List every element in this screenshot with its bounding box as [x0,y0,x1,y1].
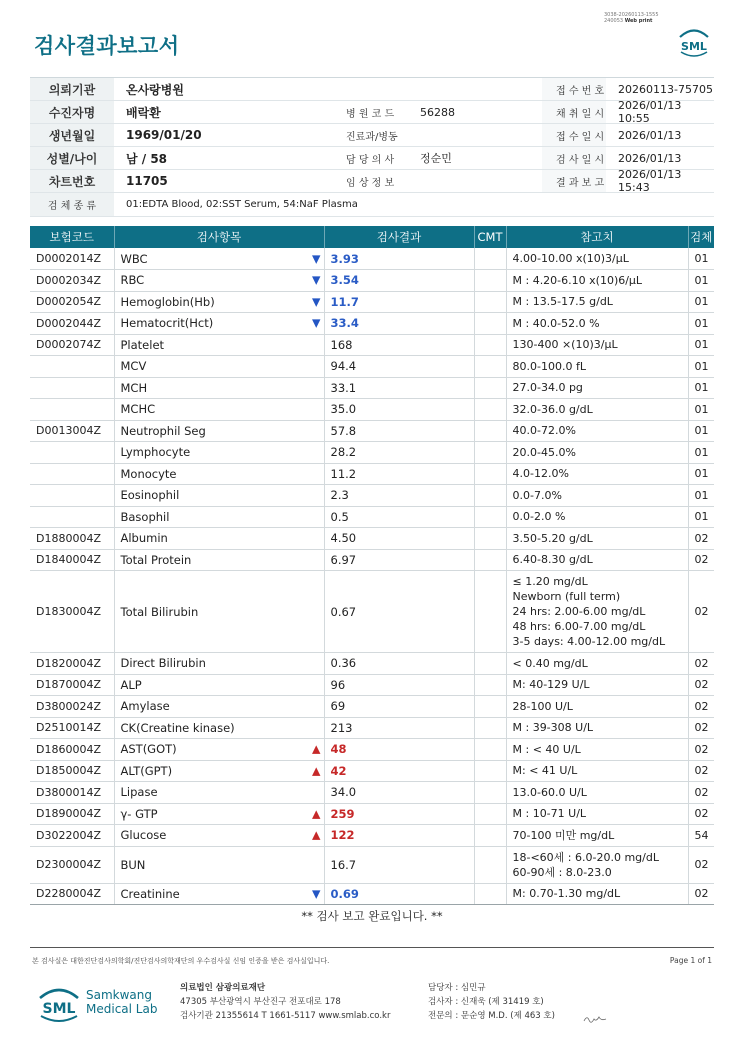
test-result: 94.4 [324,356,474,378]
test-result: 4.50 [324,528,474,550]
test-name: γ- GTP [120,806,158,821]
specimen-row [30,193,714,217]
test-result: 28.2 [324,442,474,464]
test-name: Neutrophil Seg [120,423,206,438]
specimen-code: 01 [688,420,714,442]
test-result: 3.93 [324,248,474,270]
info-value: 1969/01/20 [126,128,202,142]
reference-range: 80.0-100.0 fL [506,356,688,378]
completion-note: ** 검사 보고 완료입니다. ** [301,909,443,923]
certification-text: 본 검사실은 대한진단검사의학회/진단검사의학재단의 우수검사실 신임 인증을 받은 검사실입니다. [32,957,330,965]
comment-cell [474,463,506,485]
insurance-code: D1840004Z [30,549,114,571]
comment-cell [474,696,506,718]
test-name: Basophil [120,509,170,524]
reference-range: 13.0-60.0 U/L [506,782,688,804]
specimen-code: 02 [688,528,714,550]
result-row [30,653,714,675]
result-row [30,399,714,421]
reference-range: M : 13.5-17.5 g/dL [506,291,688,313]
comment-cell [474,803,506,825]
reference-range: 28-100 U/L [506,696,688,718]
insurance-code: D0002074Z [30,334,114,356]
info-row [30,147,714,170]
specimen-code: 02 [688,653,714,675]
reference-range: 40.0-72.0% [506,420,688,442]
test-result: 259 [324,803,474,825]
info-row [30,170,714,193]
info-label: 검 사 일 시 [542,147,606,169]
high-flag-icon: ▲ [312,764,321,778]
header-result: 검사결과 [324,226,474,248]
test-item [114,549,324,571]
insurance-code: D3800024Z [30,696,114,718]
test-result: 213 [324,717,474,739]
reference-range: 6.40-8.30 g/dL [506,549,688,571]
staff-tester: 검사자 : 신재욱 (제 31419 호) [428,997,544,1007]
test-result: 0.67 [324,571,474,653]
result-row [30,760,714,782]
specimen-code: 02 [688,883,714,905]
reference-range: M : 4.20-6.10 x(10)6/µL [506,270,688,292]
result-row [30,377,714,399]
insurance-code: D1860004Z [30,739,114,761]
result-row [30,782,714,804]
test-result: 0.36 [324,653,474,675]
test-item [114,674,324,696]
test-item [114,334,324,356]
insurance-code: D1850004Z [30,760,114,782]
reference-range: M: 0.70-1.30 mg/dL [506,883,688,905]
insurance-code: D2510014Z [30,717,114,739]
brand-line1: Samkwang [86,988,152,1002]
result-row [30,846,714,883]
reference-range: 32.0-36.0 g/dL [506,399,688,421]
result-row [30,291,714,313]
result-row [30,248,714,270]
test-name: Albumin [120,531,168,546]
test-item [114,883,324,905]
result-row [30,463,714,485]
test-name: BUN [120,857,146,872]
insurance-code [30,356,114,378]
stamp-line1: 3038-20260113-1555 [604,12,659,18]
specimen-code: 02 [688,674,714,696]
test-result: 0.69 [324,883,474,905]
test-item [114,803,324,825]
reference-range: < 0.40 mg/dL [506,653,688,675]
test-name: Hematocrit(Hct) [120,316,214,331]
insurance-code: D1870004Z [30,674,114,696]
specimen-code: 01 [688,248,714,270]
footer-brand [86,988,157,1016]
specimen-code: 54 [688,825,714,847]
test-item [114,485,324,507]
header-test: 검사항목 [114,226,324,248]
comment-cell [474,291,506,313]
test-result: 122 [324,825,474,847]
specimen-code: 02 [688,803,714,825]
sml-logo-icon [677,26,711,58]
reference-range: 0.0-7.0% [506,485,688,507]
result-row [30,528,714,550]
insurance-code [30,377,114,399]
specimen-code: 01 [688,463,714,485]
comment-cell [474,528,506,550]
comment-cell [474,846,506,883]
insurance-code [30,442,114,464]
result-row [30,313,714,335]
specimen-code: 01 [688,270,714,292]
specimen-value: 01:EDTA Blood, 02:SST Serum, 54:NaF Plasma [126,199,358,210]
staff-info [428,981,555,1023]
result-row [30,883,714,905]
info-value [408,78,542,100]
reference-range: 27.0-34.0 pg [506,377,688,399]
svg-text:SML: SML [42,1001,76,1017]
test-item [114,463,324,485]
test-name: MCV [120,359,147,374]
result-row [30,506,714,528]
test-item [114,506,324,528]
header-reference: 참고치 [506,226,688,248]
test-name: Hemoglobin(Hb) [120,294,215,309]
reference-range: M : < 40 U/L [506,739,688,761]
test-name: Monocyte [120,466,177,481]
info-value: 2026/01/13 15:43 [618,168,682,194]
stamp-web-print: Web print [624,18,653,24]
result-row [30,442,714,464]
info-label: 채 취 일 시 [542,101,606,123]
comment-cell [474,549,506,571]
test-item [114,248,324,270]
comment-cell [474,883,506,905]
info-label: 차트번호 [30,170,114,192]
brand-line2: Medical Lab [86,1002,158,1016]
comment-cell [474,313,506,335]
comment-cell [474,506,506,528]
test-name: Direct Bilirubin [120,656,206,671]
reference-range: M: < 41 U/L [506,760,688,782]
comment-cell [474,571,506,653]
info-value: 정순민 [420,152,452,165]
specimen-code: 02 [688,717,714,739]
comment-cell [474,485,506,507]
result-row [30,270,714,292]
test-name: Lymphocyte [120,445,191,460]
test-result: 69 [324,696,474,718]
info-value: 56288 [420,105,455,119]
test-item [114,696,324,718]
comment-cell [474,760,506,782]
specimen-code: 01 [688,442,714,464]
org-contact: 검사기관 21355614 T 1661-5117 www.smlab.co.kr [180,1011,391,1021]
reference-range: 130-400 ×(10)3/µL [506,334,688,356]
info-value [408,124,542,146]
specimen-label: 검 체 종 류 [30,193,114,216]
stamp-line2: 240053 [604,18,624,24]
high-flag-icon: ▲ [312,742,321,756]
specimen-code: 02 [688,549,714,571]
header-cmt: CMT [474,226,506,248]
test-result: 48 [324,739,474,761]
test-item [114,270,324,292]
comment-cell [474,717,506,739]
comment-cell [474,420,506,442]
comment-cell [474,377,506,399]
organization-info [180,981,390,1023]
header-code: 보험코드 [30,226,114,248]
test-result: 34.0 [324,782,474,804]
info-value: 20260113-75705 [618,82,713,96]
comment-cell [474,825,506,847]
test-result: 57.8 [324,420,474,442]
reference-range: M: 40-129 U/L [506,674,688,696]
comment-cell [474,334,506,356]
test-result: 11.7 [324,291,474,313]
test-item [114,377,324,399]
report-title: 검사결과보고서 [34,34,180,58]
low-flag-icon: ▼ [312,887,321,901]
low-flag-icon: ▼ [312,295,321,309]
reference-range: 20.0-45.0% [506,442,688,464]
test-item [114,782,324,804]
info-label: 진료과/병동 [346,131,398,143]
test-name: ALP [120,677,142,692]
reference-range: 70-100 미만 mg/dL [506,825,688,847]
test-item [114,653,324,675]
test-item [114,291,324,313]
specimen-code: 01 [688,377,714,399]
reference-range: 0.0-2.0 % [506,506,688,528]
insurance-code: D0002054Z [30,291,114,313]
test-name: MCH [120,380,148,395]
info-row [30,124,714,147]
svg-text:SML: SML [681,40,707,53]
test-name: RBC [120,273,145,288]
org-address: 47305 부산광역시 부산진구 전포대로 178 [180,997,341,1007]
test-name: Lipase [120,785,158,800]
test-result: 16.7 [324,846,474,883]
comment-cell [474,270,506,292]
test-result: 3.54 [324,270,474,292]
insurance-code [30,485,114,507]
test-name: Eosinophil [120,488,180,503]
test-item [114,846,324,883]
insurance-code: D1890004Z [30,803,114,825]
result-row [30,420,714,442]
results-table [30,226,714,905]
insurance-code: D1830004Z [30,571,114,653]
test-item [114,825,324,847]
insurance-code [30,399,114,421]
info-label [332,78,408,100]
footer-divider [30,947,714,948]
insurance-code: D2280004Z [30,883,114,905]
result-row [30,803,714,825]
info-label: 결 과 보 고 [542,170,606,192]
test-name: Glucose [120,828,167,843]
specimen-code: 01 [688,485,714,507]
result-row [30,549,714,571]
high-flag-icon: ▲ [312,807,321,821]
info-label: 생년월일 [30,124,114,146]
insurance-code: D0013004Z [30,420,114,442]
comment-cell [474,356,506,378]
staff-specialist: 전문의 : 문순영 M.D. (제 463 호) [428,1011,555,1021]
info-value: 남 / 58 [126,151,168,166]
insurance-code: D1880004Z [30,528,114,550]
info-label: 임 상 정 보 [346,177,395,189]
reference-range: M : 10-71 U/L [506,803,688,825]
test-name: Total Bilirubin [120,604,199,619]
reference-range: 3.50-5.20 g/dL [506,528,688,550]
info-label: 접 수 일 시 [542,124,606,146]
result-row [30,717,714,739]
info-value: 2026/01/13 [618,151,682,165]
reference-range: ≤ 1.20 mg/dL Newborn (full term) 24 hrs: 2.00-6.00 mg/dL 48 hrs: 6.00-7.00 mg/dL 3-5 days: 4.00-12.00 mg/dL [506,571,688,653]
test-result: 2.3 [324,485,474,507]
test-name: Amylase [120,699,170,714]
specimen-code: 02 [688,739,714,761]
staff-manager: 담당자 : 심민규 [428,983,486,993]
test-item [114,420,324,442]
specimen-code: 01 [688,356,714,378]
info-row [30,78,714,101]
test-item [114,571,324,653]
reference-range: 4.0-12.0% [506,463,688,485]
test-result: 35.0 [324,399,474,421]
test-item [114,442,324,464]
test-name: MCHC [120,402,156,417]
comment-cell [474,782,506,804]
test-item [114,717,324,739]
reference-range: 18-<60세 : 6.0-20.0 mg/dL 60-90세 : 8.0-23.0 [506,846,688,883]
insurance-code [30,506,114,528]
test-name: CK(Creatine kinase) [120,720,235,735]
comment-cell [474,653,506,675]
insurance-code [30,463,114,485]
test-item [114,528,324,550]
test-item [114,399,324,421]
test-name: WBC [120,251,148,266]
info-row [30,101,714,124]
info-label: 병 원 코 드 [346,108,395,120]
insurance-code: D0002034Z [30,270,114,292]
info-label: 의뢰기관 [30,78,114,100]
test-result: 11.2 [324,463,474,485]
insurance-code: D2300004Z [30,846,114,883]
specimen-code: 02 [688,696,714,718]
result-row [30,571,714,653]
samkwang-logo-icon [36,984,82,1024]
print-stamp [604,12,659,24]
info-value: 2026/01/13 [618,128,682,142]
test-result: 42 [324,760,474,782]
specimen-code: 01 [688,399,714,421]
result-row [30,356,714,378]
specimen-code: 01 [688,506,714,528]
test-name: ALT(GPT) [120,763,173,778]
reference-range: M : 40.0-52.0 % [506,313,688,335]
insurance-code: D3800014Z [30,782,114,804]
result-row [30,485,714,507]
test-result: 6.97 [324,549,474,571]
test-name: Creatinine [120,886,180,901]
result-row [30,825,714,847]
info-label: 성별/나이 [30,147,114,169]
header-specimen: 검체 [688,226,714,248]
result-row [30,334,714,356]
comment-cell [474,442,506,464]
page-number: Page 1 of 1 [669,956,712,965]
high-flag-icon: ▲ [312,828,321,842]
reference-range: 4.00-10.00 x(10)3/µL [506,248,688,270]
specimen-code: 01 [688,313,714,335]
test-item [114,739,324,761]
info-label: 접 수 번 호 [542,78,606,100]
info-label: 수진자명 [30,101,114,123]
specimen-code: 01 [688,334,714,356]
test-result: 33.1 [324,377,474,399]
low-flag-icon: ▼ [312,316,321,330]
results-header-row [30,226,714,248]
test-name: Total Protein [120,552,192,567]
test-name: AST(GOT) [120,742,177,757]
insurance-code: D3022004Z [30,825,114,847]
info-value: 온사랑병원 [126,82,184,97]
comment-cell [474,248,506,270]
info-value: 배락환 [126,105,161,120]
test-item [114,356,324,378]
specimen-code: 02 [688,782,714,804]
specimen-code: 01 [688,291,714,313]
reference-range: M : 39-308 U/L [506,717,688,739]
test-name: Platelet [120,337,165,352]
test-result: 0.5 [324,506,474,528]
result-row [30,674,714,696]
test-result: 168 [324,334,474,356]
test-item [114,760,324,782]
result-row [30,739,714,761]
comment-cell [474,739,506,761]
info-value: 2026/01/13 10:55 [618,99,682,125]
test-item [114,313,324,335]
info-label: 담 당 의 사 [346,154,395,166]
low-flag-icon: ▼ [312,252,321,265]
patient-info-table [30,77,714,217]
insurance-code: D1820004Z [30,653,114,675]
signature-icon [582,1010,608,1022]
insurance-code: D0002044Z [30,313,114,335]
low-flag-icon: ▼ [312,273,321,287]
result-row [30,696,714,718]
comment-cell [474,674,506,696]
insurance-code: D0002014Z [30,248,114,270]
specimen-code: 02 [688,760,714,782]
specimen-code: 02 [688,846,714,883]
info-value [408,170,542,192]
test-result: 96 [324,674,474,696]
comment-cell [474,399,506,421]
specimen-code: 02 [688,571,714,653]
org-name: 의료법인 삼광의료재단 [180,983,266,993]
info-value: 11705 [126,174,168,188]
test-result: 33.4 [324,313,474,335]
